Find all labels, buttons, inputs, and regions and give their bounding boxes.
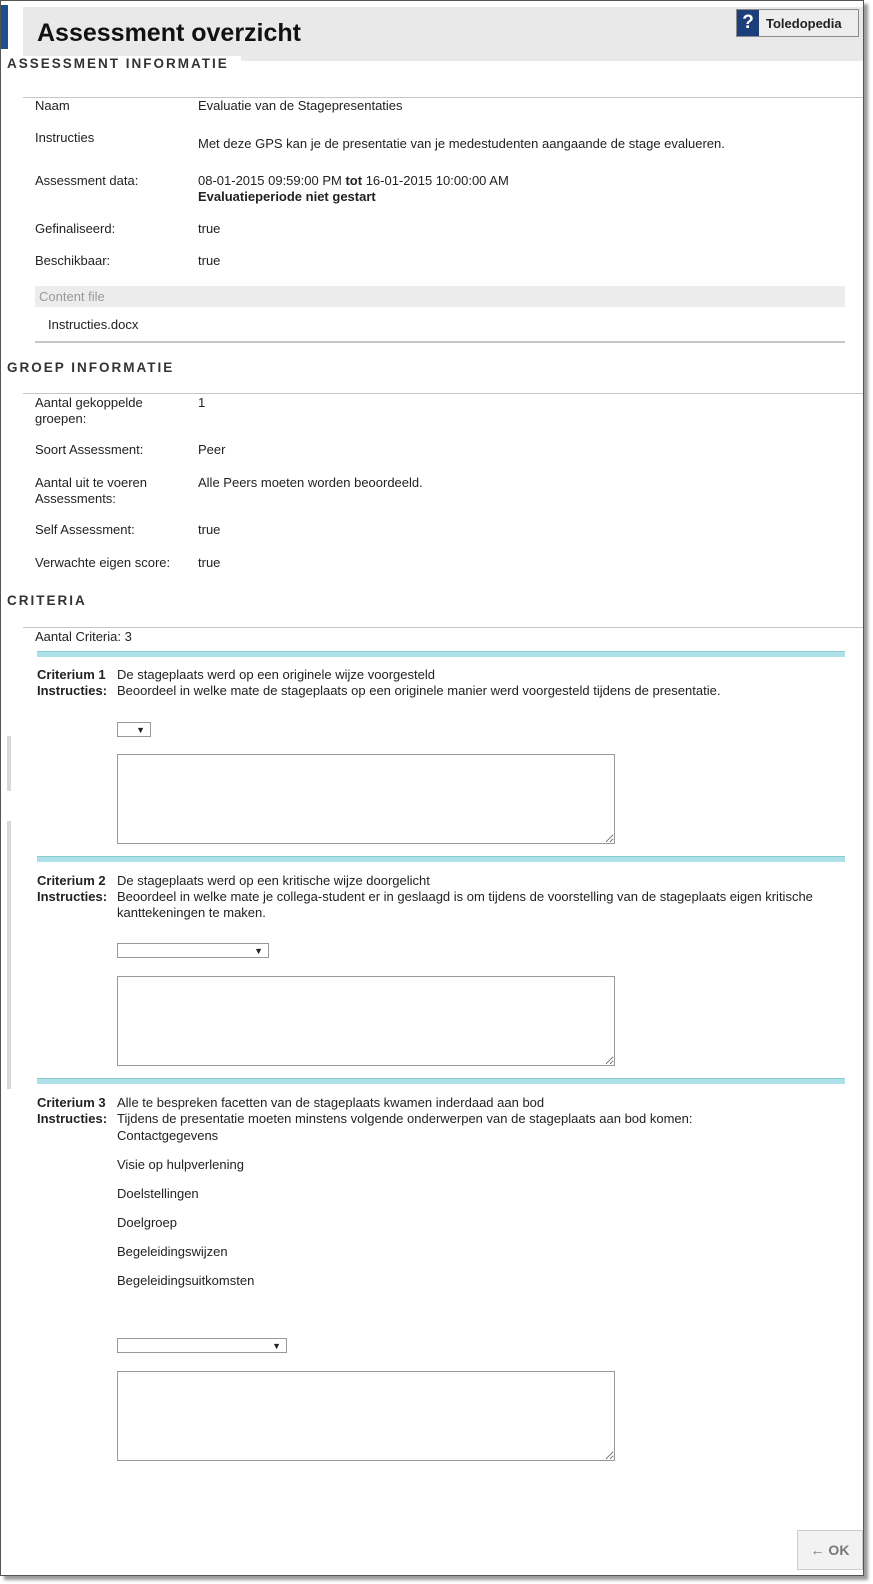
content-file-link[interactable]: Instructies.docx bbox=[48, 317, 139, 332]
score-select[interactable] bbox=[117, 722, 151, 737]
side-marker bbox=[7, 736, 11, 791]
divider bbox=[35, 341, 845, 343]
assessment-data-value bbox=[198, 173, 509, 205]
divider bbox=[23, 393, 863, 394]
criterium-3 bbox=[37, 1095, 837, 1127]
ok-button[interactable]: ← OK bbox=[797, 1530, 863, 1570]
criterium-key: Criterium 1 bbox=[37, 667, 106, 682]
evaluation-status: Evaluatieperiode niet gestart bbox=[198, 189, 376, 204]
page-title: Assessment overzicht bbox=[37, 19, 302, 47]
section-heading-assessment: ASSESSMENT INFORMATIE bbox=[7, 56, 241, 71]
section-heading-groep: GROEP INFORMATIE bbox=[7, 360, 186, 375]
gefinaliseerd-label: Gefinaliseerd: bbox=[35, 221, 116, 236]
accent-bar bbox=[1, 5, 8, 49]
instructies-key: Instructies: bbox=[37, 683, 108, 698]
naam-label: Naam bbox=[35, 98, 70, 113]
criterium-instructies: Beoordeel in welke mate je collega-student er in geslaagd is om tijdens de voorstelling van de stageplaats eigen kritische kanttekeningen te maken. bbox=[117, 889, 813, 920]
soort-assessment-value: Peer bbox=[198, 442, 226, 457]
gefinaliseerd-value: true bbox=[198, 221, 221, 236]
instructies-value: Met deze GPS kan je de presentatie van je medestudenten aangaande de stage evalueren. bbox=[198, 136, 725, 151]
self-assessment-label: Self Assessment: bbox=[35, 522, 135, 537]
section-heading-criteria: CRITERIA bbox=[7, 593, 99, 608]
toledopedia-label: Toledopedia bbox=[766, 15, 842, 31]
instructies-label: Instructies bbox=[35, 130, 95, 145]
beschikbaar-label: Beschikbaar: bbox=[35, 253, 111, 268]
content-file-header: Content file bbox=[35, 286, 845, 307]
criterium-title: De stageplaats werd op een originele wijze voorgesteld bbox=[117, 667, 435, 682]
aantal-assessments-label: Aantal uit te voeren Assessments: bbox=[35, 475, 148, 506]
divider bbox=[23, 627, 863, 628]
chevron-down-icon: ▼ bbox=[136, 725, 145, 735]
topic-item: Begeleidingswijzen bbox=[117, 1244, 228, 1259]
self-assessment-value: true bbox=[198, 522, 221, 537]
criterium-key: Criterium 2 bbox=[37, 873, 106, 888]
instructies-key: Instructies: bbox=[37, 1111, 108, 1126]
start-date: 08-01-2015 09:59:00 PM bbox=[198, 173, 342, 188]
toledopedia-button[interactable] bbox=[736, 9, 859, 37]
score-select[interactable] bbox=[117, 1338, 287, 1353]
aantal-assessments-value: Alle Peers moeten worden beoordeeld. bbox=[198, 475, 423, 490]
gekoppelde-groepen-label: Aantal gekoppelde groepen: bbox=[35, 395, 143, 426]
chevron-down-icon: ▼ bbox=[254, 946, 263, 956]
topic-item: Visie op hulpverlening bbox=[117, 1157, 244, 1172]
instructies-key: Instructies: bbox=[37, 889, 108, 904]
topic-item: Contactgegevens bbox=[117, 1128, 219, 1143]
criterium-separator bbox=[37, 856, 845, 862]
beschikbaar-value: true bbox=[198, 253, 221, 268]
criterium-2 bbox=[37, 873, 837, 921]
criterium-instructies: Beoordeel in welke mate de stageplaats op een originele manier werd voorgesteld tijdens de presentatie. bbox=[117, 683, 721, 698]
tot-word: tot bbox=[345, 173, 363, 188]
end-date: 16-01-2015 10:00:00 AM bbox=[365, 173, 509, 188]
criterium-separator bbox=[37, 1078, 845, 1084]
topic-item: Doelgroep bbox=[117, 1215, 177, 1230]
verwachte-score-label: Verwachte eigen score: bbox=[35, 555, 171, 570]
comment-textarea[interactable] bbox=[117, 1371, 615, 1461]
chevron-down-icon: ▼ bbox=[272, 1341, 281, 1351]
help-icon: ? bbox=[737, 10, 759, 36]
score-select[interactable] bbox=[117, 943, 269, 958]
criterium-separator bbox=[37, 651, 845, 657]
criterium-1 bbox=[37, 667, 837, 699]
assessment-data-label: Assessment data: bbox=[35, 173, 139, 188]
topic-item: Begeleidingsuitkomsten bbox=[117, 1273, 255, 1288]
verwachte-score-value: true bbox=[198, 555, 221, 570]
criteria-count: Aantal Criteria: 3 bbox=[35, 629, 132, 644]
naam-value: Evaluatie van de Stagepresentaties bbox=[198, 98, 403, 113]
criterium-title: Alle te bespreken facetten van de stageplaats kwamen inderdaad aan bod bbox=[117, 1095, 545, 1110]
soort-assessment-label: Soort Assessment: bbox=[35, 442, 144, 457]
comment-textarea[interactable] bbox=[117, 976, 615, 1066]
topic-item: Doelstellingen bbox=[117, 1186, 199, 1201]
gekoppelde-groepen-value: 1 bbox=[198, 395, 206, 410]
criterium-instructies: Tijdens de presentatie moeten minstens volgende onderwerpen van de stageplaats aan bod komen: bbox=[117, 1111, 693, 1126]
criterium-key: Criterium 3 bbox=[37, 1095, 106, 1110]
criterium-title: De stageplaats werd op een kritische wijze doorgelicht bbox=[117, 873, 430, 888]
comment-textarea[interactable] bbox=[117, 754, 615, 844]
side-marker bbox=[7, 821, 11, 1089]
